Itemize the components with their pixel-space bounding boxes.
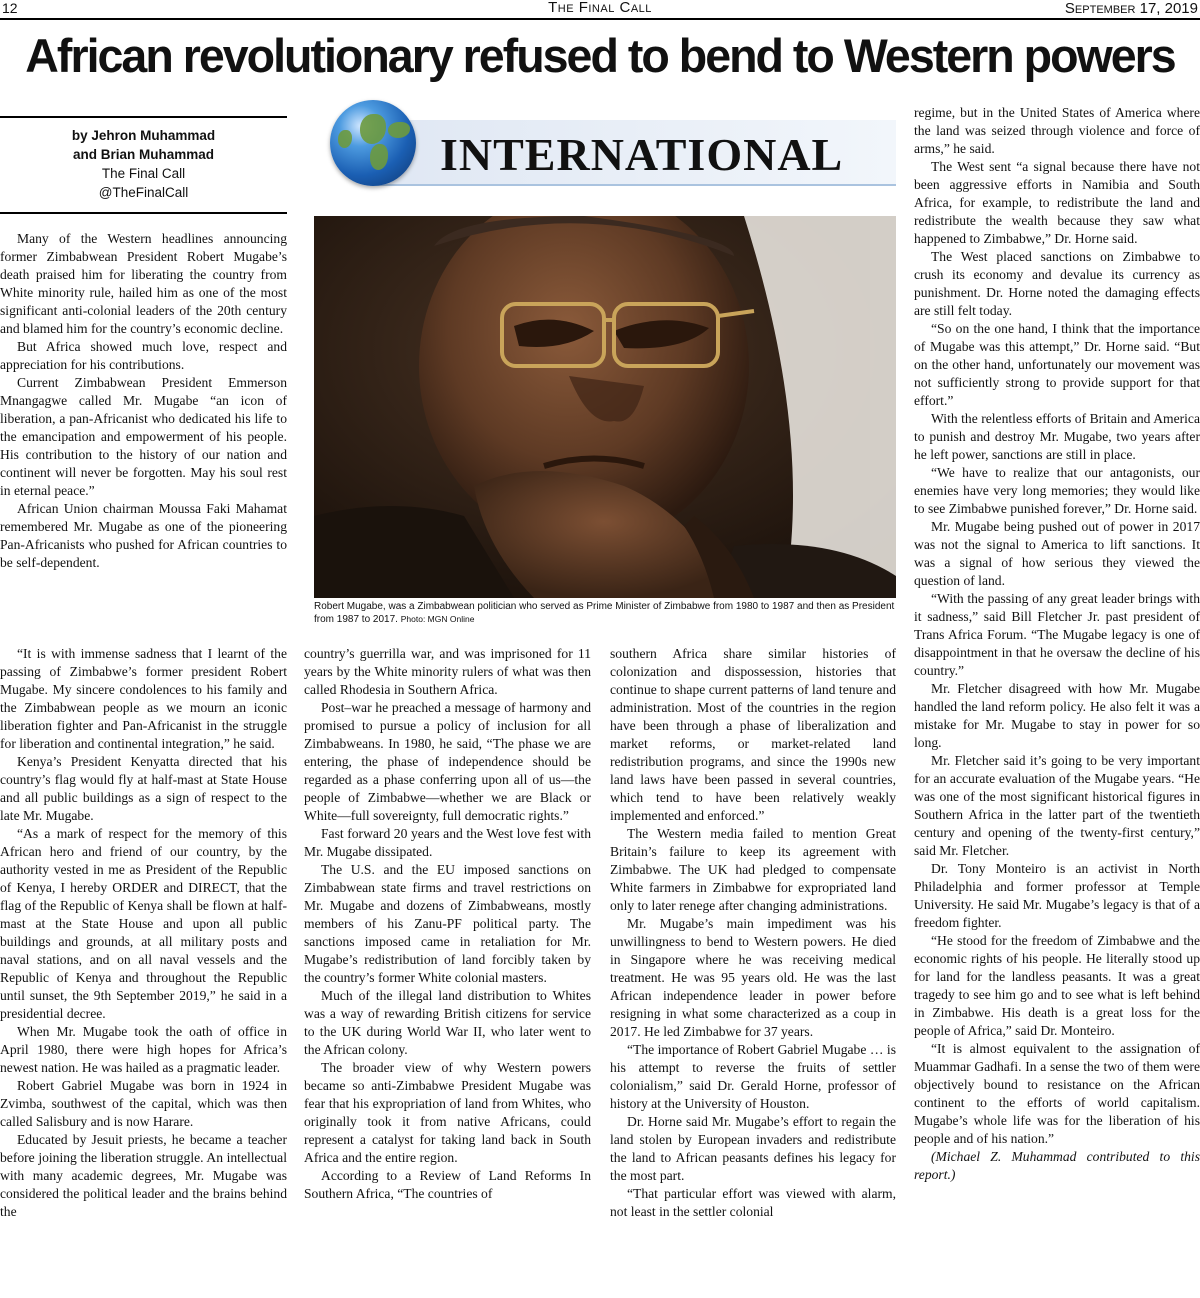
byline-handle: @TheFinalCall (98, 185, 189, 200)
paragraph: The broader view of why Western powers became so anti-Zimbabwe President Mugabe was fear that his expropriation of land from Whites, who originally took it from native Africans, could represent a catalyst for taking land back in South Africa and the entire region. (304, 1060, 591, 1165)
column-3 (610, 645, 896, 1295)
column-4 (914, 104, 1200, 1296)
headline: African revolutionary refused to bend to Western powers (25, 29, 1175, 82)
paragraph: According to a Review of Land Reforms In Southern Africa, “The countries of (304, 1168, 591, 1201)
paragraph: “It is almost equivalent to the assignation of Muammar Gadhafi. In a sense the two of them were objectively bound to resistance on the African continent to the efforts of world capitalism. Mugabe’s whole life was for the liberation of his people and of his nation.” (914, 1041, 1200, 1146)
section-title: INTERNATIONAL (440, 129, 844, 180)
paragraph: But Africa showed much love, respect and appreciation for his contributions. (0, 339, 287, 372)
caption-text: Robert Mugabe, was a Zimbabwean politician who served as Prime Minister of Zimbabwe from 1980 to 1987 and then as President from 1987 to 2017. (314, 601, 895, 625)
paragraph: Mr. Fletcher said it’s going to be very important for an accurate evaluation of the Mugabe years. “He was one of the most significant historical figures in Southern Africa in the latter part of the twentieth century and opening of the twenty-first century,” said Mr. Fletcher. (914, 753, 1200, 858)
globe-icon (330, 100, 416, 186)
paragraph: Robert Gabriel Mugabe was born in 1924 in Zvimba, southwest of the capital, which was then called Salisbury and is now Harare. (0, 1078, 287, 1129)
paragraph: “It is with immense sadness that I learnt of the passing of Zimbabwe’s former president Robert Mugabe. My sincere condolences to his family and the Zimbabwean people as we mourn an iconic liberation fighter and Pan-Africanist in the struggle for liberation and continental integration,” he said. (0, 646, 287, 751)
byline-outlet: The Final Call (101, 166, 186, 181)
page-number: 12 (2, 0, 18, 16)
paragraph: “As a mark of respect for the memory of this African hero and friend of our country, by the authority vested in me as President of the Republic of Kenya, I hereby ORDER and DIRECT, that the flag of the Republic of Kenya shall be flown at half-mast at the State House and upon all public buildings and grounds, at all military posts and naval stations, and on all naval vessels and the Republic of Kenya and throughout the Republic until sunset, the 9th September 2019,” he said in a presidential decree. (0, 826, 287, 1021)
column-1-top (0, 230, 287, 642)
paragraph: African Union chairman Moussa Faki Mahamat remembered Mr. Mugabe as one of the pioneering Pan-Africanists who pushed for African countries to be self-dependent. (0, 501, 287, 570)
paragraph: Current Zimbabwean President Emmerson Mnangagwe called Mr. Mugabe “an icon of liberation, a pan-Africanist who dedicated his life to the emancipation and empowerment of his people. His contribution to the history of our nation and continent will never be forgotten. May his soul rest in eternal peace.” (0, 375, 287, 498)
mugabe-portrait-photo (314, 216, 896, 598)
paragraph: The U.S. and the EU imposed sanctions on Zimbabwean state firms and travel restrictions on Mr. Mugabe and dozens of Zimbabweans, mostly members of his Zanu-PF political party. The sanctions imposed came in retaliation for Mr. Mugabe’s redistribution of land forcibly taken by the country’s former White colonial masters. (304, 862, 591, 985)
paragraph: Dr. Horne said Mr. Mugabe’s effort to regain the land stolen by European invaders and redistribute the land to African peasants defines his legacy for the most part. (610, 1114, 896, 1183)
column-1-bottom (0, 645, 287, 1295)
paragraph: Dr. Tony Monteiro is an activist in North Philadelphia and former professor at Temple University. He said Mr. Mugabe’s legacy is that of a freedom fighter. (914, 861, 1200, 930)
contributor-note: (Michael Z. Muhammad contributed to this report.) (914, 1149, 1200, 1182)
paragraph: Mr. Fletcher disagreed with how Mr. Mugabe handled the land reform policy. He also felt it was a mistake for Mr. Mugabe to stay in power for so long. (914, 681, 1200, 750)
publication-name: The Final Call (548, 0, 652, 16)
folio-bar (0, 0, 1200, 20)
paragraph: southern Africa share similar histories of colonization and dispossession, histories that continue to shape current patterns of land tenure and administration. Most of the countries in the region have been through a phase of liberalization and market reforms, or market-related land redistribution programs, and since the 1990s new land laws have been passed in several countries, which tend to have been relatively weakly implemented and enforced.” (610, 646, 896, 823)
paragraph: When Mr. Mugabe took the oath of office in April 1980, there were high hopes for Africa’s newest nation. He was hailed as a pragmatic leader. (0, 1024, 287, 1075)
paragraph: “He stood for the freedom of Zimbabwe and the economic rights of his people. He literally stood up for land for the landless peasants. It was a great tragedy to see him go and to see what is left behind in Zimbabwe. His death is a great loss for the people of Africa,” said Dr. Monteiro. (914, 933, 1200, 1038)
byline-authors-2: and Brian Muhammad (72, 147, 215, 162)
section-banner (330, 100, 896, 188)
photo-credit: Photo: MGN Online (400, 614, 475, 624)
paragraph: Much of the illegal land distribution to Whites was a way of rewarding British citizens for service to the UK during World War II, who later went to the African colony. (304, 988, 591, 1057)
byline (0, 116, 287, 214)
paragraph: Kenya’s President Kenyatta directed that his country’s flag would fly at half-mast at State House and all public buildings as a sign of respect to the late Mr. Mugabe. (0, 754, 287, 823)
paragraph: “The importance of Robert Gabriel Mugabe … is his attempt to reverse the fruits of settler colonialism,” said Dr. Gerald Horne, professor of history at the University of Houston. (610, 1042, 896, 1111)
paragraph: regime, but in the United States of America where the land was seized through violence and force of arms,” he said. (914, 105, 1200, 156)
byline-authors-1: by Jehron Muhammad (71, 128, 216, 143)
paragraph: With the relentless efforts of Britain and America to punish and destroy Mr. Mugabe, two years after he left power, sanctions are still in place. (914, 411, 1200, 462)
photo-caption (314, 600, 896, 626)
paragraph: country’s guerrilla war, and was imprisoned for 11 years by the White minority rulers of what was then called Rhodesia in Southern Africa. (304, 646, 591, 697)
paragraph: Mr. Mugabe’s main impediment was his unwillingness to bend to Western powers. He died in Singapore where he was receiving medical treatment. He was 95 years old. He was the last African independence leader in power before resigning in what some characterized as a coup in 2017. He led Zimbabwe for 37 years. (610, 916, 896, 1039)
paragraph: The West placed sanctions on Zimbabwe to crush its economy and devalue its currency as punishment. Dr. Horne noted the damaging effects are still felt today. (914, 249, 1200, 318)
issue-date: September 17, 2019 (1064, 0, 1198, 17)
paragraph: “With the passing of any great leader brings with it sadness,” said Bill Fletcher Jr. past president of Trans Africa Forum. “The Mugabe legacy is one of disappointment in that he oversaw the decline of his country.” (914, 591, 1200, 678)
column-2 (304, 645, 591, 1295)
paragraph: Post–war he preached a message of harmony and promised to pursue a policy of inclusion for all Zimbabweans. In 1980, he said, “The phase we are entering, the phase of independence should be regarded as a phase conferring upon all of us—the people of Zimbabwe—whether we are Black or White—full sovereignty, full democratic rights.” (304, 700, 591, 823)
paragraph: Mr. Mugabe being pushed out of power in 2017 was not the signal to America to lift sanctions. It was a signal of how serious they viewed the question of land. (914, 519, 1200, 588)
paragraph: Fast forward 20 years and the West love fest with Mr. Mugabe dissipated. (304, 826, 591, 859)
paragraph: “So on the one hand, I think that the importance of Mugabe was this attempt,” Dr. Horne said. “But on the other hand, unfortunately our movement was not sufficiently strong to provide support for that effort.” (914, 321, 1200, 408)
paragraph: The West sent “a signal because there have not been aggressive efforts in Namibia and South Africa, for example, to redistribute the land and redistribute the wealth because they saw what happened to Zimbabwe,” Dr. Horne said. (914, 159, 1200, 246)
paragraph: The Western media failed to mention Great Britain’s failure to keep its agreement with Zimbabwe. The UK had pledged to compensate White farmers in Zimbabwe for expropriated land only to later renege after changing administrations. (610, 826, 896, 913)
paragraph: “That particular effort was viewed with alarm, not least in the settler colonial (610, 1186, 896, 1219)
paragraph: “We have to realize that our antagonists, our enemies have very long memories; they would like to see Zimbabwe punished forever,” Dr. Horne said. (914, 465, 1200, 516)
paragraph: Educated by Jesuit priests, he became a teacher before joining the liberation struggle. An intellectual with many academic degrees, Mr. Mugabe was considered the political leader and the brains behind the (0, 1132, 287, 1219)
paragraph: Many of the Western headlines announcing former Zimbabwean President Robert Mugabe’s death praised him for liberating the country from White minority rule, hailed him as one of the most significant anti-colonial leaders of the 20th century and blamed him for the country’s economic decline. (0, 231, 287, 336)
